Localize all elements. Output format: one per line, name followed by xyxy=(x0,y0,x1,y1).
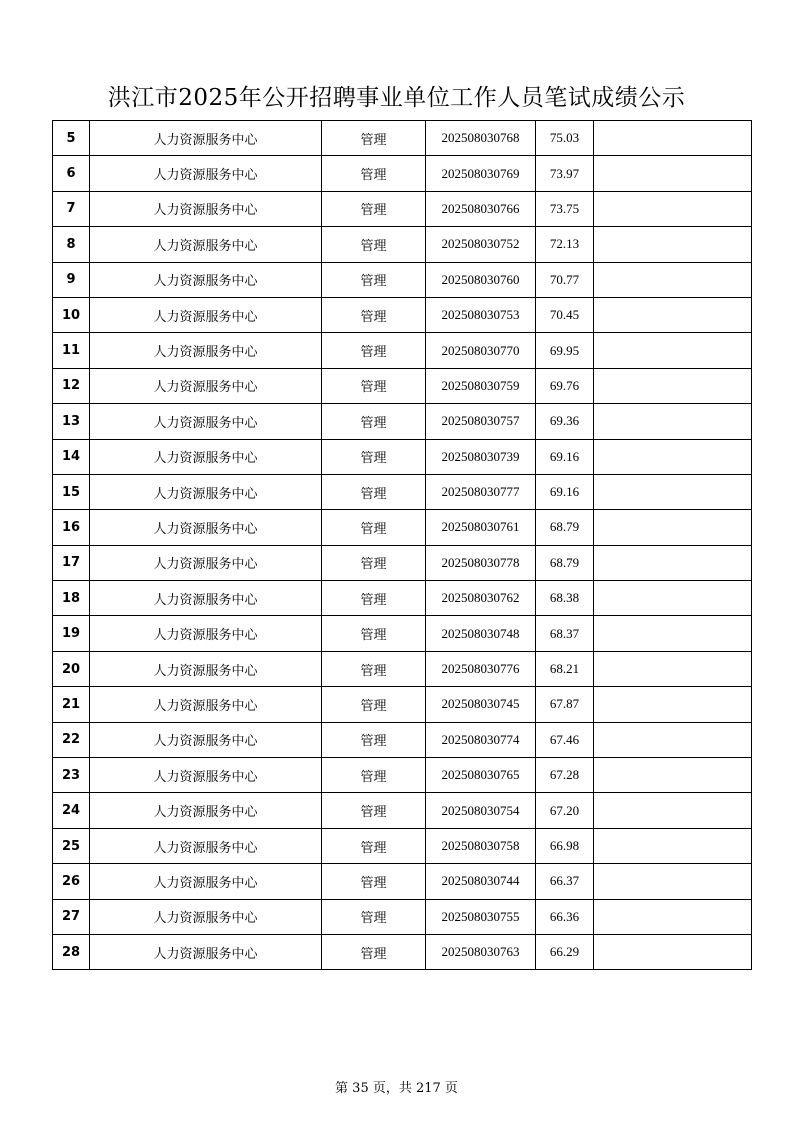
unit-cell: 人力资源服务中心 xyxy=(90,191,322,226)
remark-cell xyxy=(594,297,752,332)
score-cell: 72.13 xyxy=(536,227,594,262)
score-cell: 67.20 xyxy=(536,793,594,828)
table-row xyxy=(53,864,752,899)
post-cell: 管理 xyxy=(322,793,426,828)
score-cell: 67.46 xyxy=(536,722,594,757)
remark-cell xyxy=(594,121,752,156)
unit-cell: 人力资源服务中心 xyxy=(90,439,322,474)
table-row xyxy=(53,651,752,686)
row-number: 15 xyxy=(53,474,90,509)
exam-id-cell: 202508030739 xyxy=(426,439,536,474)
unit-cell: 人力资源服务中心 xyxy=(90,510,322,545)
unit-cell: 人力资源服务中心 xyxy=(90,758,322,793)
score-cell: 69.36 xyxy=(536,404,594,439)
remark-cell xyxy=(594,616,752,651)
unit-cell: 人力资源服务中心 xyxy=(90,262,322,297)
remark-cell xyxy=(594,368,752,403)
post-cell: 管理 xyxy=(322,297,426,332)
exam-id-cell: 202508030777 xyxy=(426,474,536,509)
exam-id-cell: 202508030753 xyxy=(426,297,536,332)
row-number: 20 xyxy=(53,651,90,686)
score-cell: 66.98 xyxy=(536,828,594,863)
remark-cell xyxy=(594,156,752,191)
score-cell: 66.29 xyxy=(536,934,594,969)
post-cell: 管理 xyxy=(322,368,426,403)
exam-id-cell: 202508030757 xyxy=(426,404,536,439)
post-cell: 管理 xyxy=(322,510,426,545)
score-cell: 68.38 xyxy=(536,581,594,616)
score-cell: 68.37 xyxy=(536,616,594,651)
table-row xyxy=(53,510,752,545)
exam-id-cell: 202508030761 xyxy=(426,510,536,545)
row-number: 26 xyxy=(53,864,90,899)
remark-cell xyxy=(594,864,752,899)
post-cell: 管理 xyxy=(322,474,426,509)
row-number: 21 xyxy=(53,687,90,722)
table-row xyxy=(53,297,752,332)
score-cell: 70.77 xyxy=(536,262,594,297)
score-cell: 67.28 xyxy=(536,758,594,793)
unit-cell: 人力资源服务中心 xyxy=(90,368,322,403)
table-row xyxy=(53,793,752,828)
score-cell: 73.75 xyxy=(536,191,594,226)
unit-cell: 人力资源服务中心 xyxy=(90,687,322,722)
exam-id-cell: 202508030748 xyxy=(426,616,536,651)
post-cell: 管理 xyxy=(322,191,426,226)
row-number: 27 xyxy=(53,899,90,934)
row-number: 6 xyxy=(53,156,90,191)
exam-id-cell: 202508030755 xyxy=(426,899,536,934)
post-cell: 管理 xyxy=(322,864,426,899)
score-cell: 73.97 xyxy=(536,156,594,191)
exam-id-cell: 202508030778 xyxy=(426,545,536,580)
row-number: 19 xyxy=(53,616,90,651)
table-row xyxy=(53,758,752,793)
exam-id-cell: 202508030745 xyxy=(426,687,536,722)
remark-cell xyxy=(594,687,752,722)
row-number: 23 xyxy=(53,758,90,793)
exam-id-cell: 202508030758 xyxy=(426,828,536,863)
exam-id-cell: 202508030759 xyxy=(426,368,536,403)
row-number: 9 xyxy=(53,262,90,297)
remark-cell xyxy=(594,545,752,580)
table-row xyxy=(53,191,752,226)
table-row xyxy=(53,581,752,616)
score-cell: 69.95 xyxy=(536,333,594,368)
unit-cell: 人力资源服务中心 xyxy=(90,864,322,899)
exam-id-cell: 202508030774 xyxy=(426,722,536,757)
score-cell: 68.79 xyxy=(536,510,594,545)
score-cell: 68.21 xyxy=(536,651,594,686)
exam-id-cell: 202508030763 xyxy=(426,934,536,969)
unit-cell: 人力资源服务中心 xyxy=(90,333,322,368)
exam-id-cell: 202508030760 xyxy=(426,262,536,297)
unit-cell: 人力资源服务中心 xyxy=(90,828,322,863)
exam-id-cell: 202508030762 xyxy=(426,581,536,616)
unit-cell: 人力资源服务中心 xyxy=(90,404,322,439)
score-cell: 69.16 xyxy=(536,474,594,509)
unit-cell: 人力资源服务中心 xyxy=(90,899,322,934)
row-number: 7 xyxy=(53,191,90,226)
table-row xyxy=(53,899,752,934)
remark-cell xyxy=(594,191,752,226)
remark-cell xyxy=(594,828,752,863)
exam-id-cell: 202508030776 xyxy=(426,651,536,686)
row-number: 17 xyxy=(53,545,90,580)
unit-cell: 人力资源服务中心 xyxy=(90,121,322,156)
post-cell: 管理 xyxy=(322,156,426,191)
score-cell: 69.16 xyxy=(536,439,594,474)
table-row xyxy=(53,616,752,651)
post-cell: 管理 xyxy=(322,934,426,969)
exam-id-cell: 202508030770 xyxy=(426,333,536,368)
table-row xyxy=(53,828,752,863)
post-cell: 管理 xyxy=(322,651,426,686)
row-number: 10 xyxy=(53,297,90,332)
table-row xyxy=(53,687,752,722)
table-row xyxy=(53,934,752,969)
unit-cell: 人力资源服务中心 xyxy=(90,297,322,332)
row-number: 25 xyxy=(53,828,90,863)
page-footer: 第 35 页，共 217 页 xyxy=(335,1081,458,1096)
row-number: 11 xyxy=(53,333,90,368)
remark-cell xyxy=(594,758,752,793)
row-number: 5 xyxy=(53,121,90,156)
table-row xyxy=(53,227,752,262)
remark-cell xyxy=(594,404,752,439)
exam-id-cell: 202508030766 xyxy=(426,191,536,226)
score-cell: 75.03 xyxy=(536,121,594,156)
unit-cell: 人力资源服务中心 xyxy=(90,934,322,969)
score-cell: 68.79 xyxy=(536,545,594,580)
remark-cell xyxy=(594,899,752,934)
score-cell: 66.36 xyxy=(536,899,594,934)
results-table-body xyxy=(53,121,752,970)
score-cell: 69.76 xyxy=(536,368,594,403)
unit-cell: 人力资源服务中心 xyxy=(90,545,322,580)
unit-cell: 人力资源服务中心 xyxy=(90,793,322,828)
row-number: 28 xyxy=(53,934,90,969)
remark-cell xyxy=(594,722,752,757)
row-number: 12 xyxy=(53,368,90,403)
table-row xyxy=(53,333,752,368)
post-cell: 管理 xyxy=(322,758,426,793)
remark-cell xyxy=(594,474,752,509)
post-cell: 管理 xyxy=(322,581,426,616)
exam-id-cell: 202508030754 xyxy=(426,793,536,828)
remark-cell xyxy=(594,581,752,616)
remark-cell xyxy=(594,510,752,545)
table-row xyxy=(53,156,752,191)
post-cell: 管理 xyxy=(322,687,426,722)
row-number: 8 xyxy=(53,227,90,262)
table-row xyxy=(53,368,752,403)
post-cell: 管理 xyxy=(322,333,426,368)
remark-cell xyxy=(594,227,752,262)
post-cell: 管理 xyxy=(322,828,426,863)
post-cell: 管理 xyxy=(322,404,426,439)
unit-cell: 人力资源服务中心 xyxy=(90,651,322,686)
exam-id-cell: 202508030769 xyxy=(426,156,536,191)
table-row xyxy=(53,722,752,757)
exam-id-cell: 202508030768 xyxy=(426,121,536,156)
table-row xyxy=(53,439,752,474)
score-cell: 67.87 xyxy=(536,687,594,722)
unit-cell: 人力资源服务中心 xyxy=(90,156,322,191)
remark-cell xyxy=(594,934,752,969)
post-cell: 管理 xyxy=(322,439,426,474)
post-cell: 管理 xyxy=(322,121,426,156)
table-row xyxy=(53,404,752,439)
post-cell: 管理 xyxy=(322,545,426,580)
remark-cell xyxy=(594,439,752,474)
unit-cell: 人力资源服务中心 xyxy=(90,474,322,509)
unit-cell: 人力资源服务中心 xyxy=(90,616,322,651)
table-row xyxy=(53,121,752,156)
exam-id-cell: 202508030765 xyxy=(426,758,536,793)
row-number: 18 xyxy=(53,581,90,616)
results-table xyxy=(52,120,752,970)
post-cell: 管理 xyxy=(322,722,426,757)
post-cell: 管理 xyxy=(322,227,426,262)
row-number: 16 xyxy=(53,510,90,545)
unit-cell: 人力资源服务中心 xyxy=(90,227,322,262)
row-number: 22 xyxy=(53,722,90,757)
table-row xyxy=(53,262,752,297)
unit-cell: 人力资源服务中心 xyxy=(90,722,322,757)
remark-cell xyxy=(594,793,752,828)
table-row xyxy=(53,545,752,580)
table-row xyxy=(53,474,752,509)
exam-id-cell: 202508030744 xyxy=(426,864,536,899)
score-cell: 66.37 xyxy=(536,864,594,899)
row-number: 24 xyxy=(53,793,90,828)
row-number: 13 xyxy=(53,404,90,439)
score-cell: 70.45 xyxy=(536,297,594,332)
remark-cell xyxy=(594,651,752,686)
remark-cell xyxy=(594,262,752,297)
row-number: 14 xyxy=(53,439,90,474)
post-cell: 管理 xyxy=(322,616,426,651)
exam-id-cell: 202508030752 xyxy=(426,227,536,262)
remark-cell xyxy=(594,333,752,368)
unit-cell: 人力资源服务中心 xyxy=(90,581,322,616)
post-cell: 管理 xyxy=(322,899,426,934)
page-title: 洪江市2025年公开招聘事业单位工作人员笔试成绩公示 xyxy=(107,85,686,111)
post-cell: 管理 xyxy=(322,262,426,297)
